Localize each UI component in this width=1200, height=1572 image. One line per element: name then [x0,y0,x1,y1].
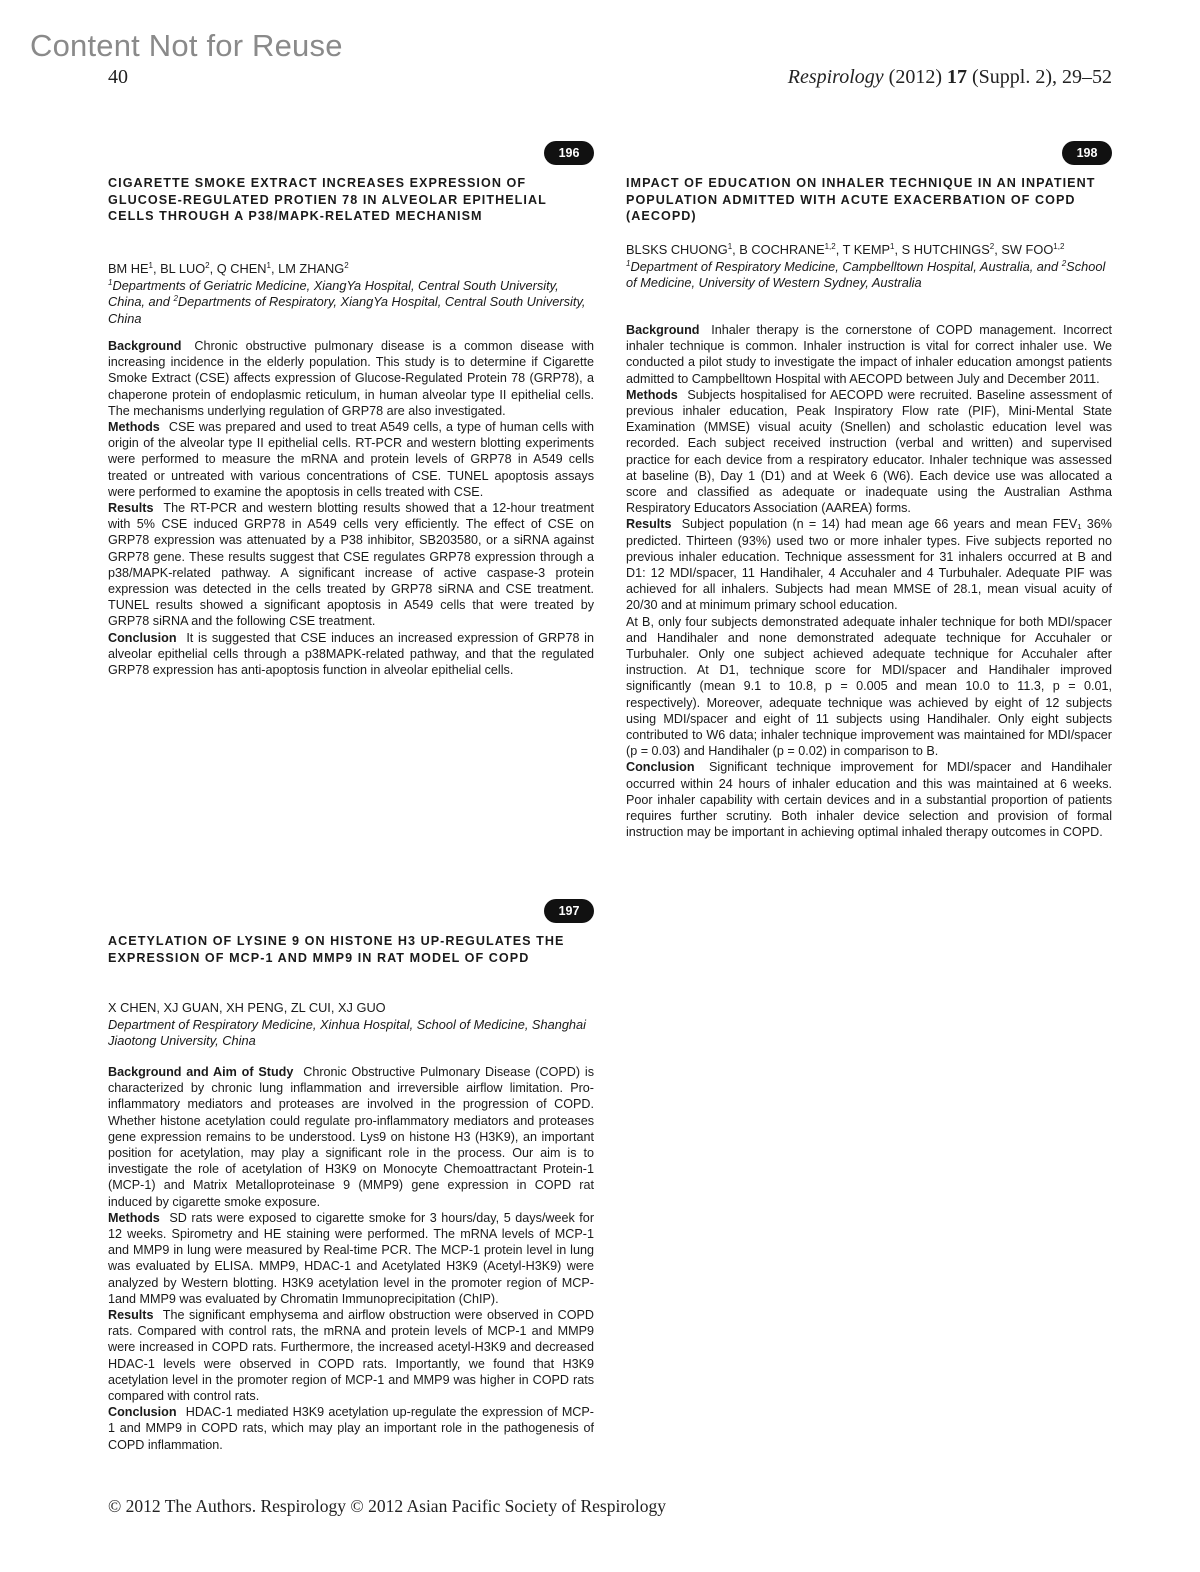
author-name: B COCHRANE [739,242,825,257]
section-text: Subject population (n = 14) had mean age 66 years and mean FEV₁ 36% predicted. Thirteen (93%) used two or more inhaler types. Five subjects reported no previous inhaler education. Technique assessment for 31 inhalers occurred at B and D1: 12 MDI/spacer, 11 Handihaler, 4 Accuhaler and 4 Turbuhaler. Adequate PIF was achieved for all inhalers. Subjects had mean MMSE of 28.1, mean visual acuity of 20/30 and at minimum primary school education. [626,517,1112,613]
abstract-section [108,338,594,419]
abstract-number-badge: 196 [544,141,594,165]
section-text: The significant emphysema and airflow obstruction were observed in COPD rats. Compared with control rats, the mRNA and protein levels of MCP-1 and MMP9 were increased in COPD rats. Furthermore, the increased acetyl-H3K9 and decreased HDAC-1 levels were observed in COPD rats. Importantly, we found that H3K9 acetylation level in the promoter region of MCP-1 and MMP9 was higher in COPD rats compared with control rats. [108,1308,594,1404]
abstract-section [108,500,594,630]
section-text: At B, only four subjects demonstrated adequate inhaler technique for both MDI/spacer and Handihaler and none demonstrated adequate technique for Accuhaler or Turbuhaler. Only one subject achieved adequate technique for Accuhaler after instruction. At D1, technique score for MDI/spacer and Handihaler improved significantly (mean 9.1 to 10.8, p = 0.005 and mean 10.0 to 11.3, p = 0.01, respectively). Moreover, adequate technique was achieved by eight of 12 subjects using MDI/spacer and eight of 11 subjects using Handihaler. Only eight subjects contributed to W6 data; inhaler technique improvement was maintained for MDI/spacer (p = 0.03) and Handihaler (p = 0.02) in comparison to B. [626,614,1112,759]
author-name: S HUTCHINGS [901,242,990,257]
author-list: X CHEN, XJ GUAN, XH PENG, ZL CUI, XJ GUO [108,1000,386,1015]
affiliation-text: Department of Respiratory Medicine, Campbelltown Hospital, Australia, and [630,258,1062,274]
author-name: X CHEN [108,1000,157,1015]
section-text: CSE was prepared and used to treat A549 cells, a type of human cells with origin of the alveolar type II epithelial cells. RT-PCR and western blotting experiments were performed to measure the mRNA and protein levels of GRP78 in A549 cells treated or untreated with various concentrations of CSE. TUNEL apoptosis assays were performed to examine the apoptosis in cells treated with CSE. [108,420,595,499]
section-text: Subjects hospitalised for AECOPD were recruited. Baseline assessment of previous inhaler education, Peak Inspiratory Flow rate (PIF), Mini-Mental State Examination (MMSE) visual acuity (Snellen) and scholastic education level was recorded. Each subject received instruction (verbal and written) and supervised practice for each device from a respiratory educator. Inhaler technique was assessed at baseline (B), Day 1 (D1) and at Week 6 (W6). Each device use was allocated a score and classified as adequate or inadequate using the Australian Asthma Respiratory Educators Association (AAREA) forms. [626,387,1113,516]
watermark: Content Not for Reuse [30,28,343,63]
author-superscript: 2 [989,242,995,251]
section-heading: Results [108,501,154,516]
abstract-title: CIGARETTE SMOKE EXTRACT INCREASES EXPRESSION OF GLUCOSE-REGULATED PROTIEN 78 IN ALVEOLAR EPITHELIAL CELLS THROUGH A P38/MAPK-RELATED MECHANISM [108,176,547,223]
section-text: Inhaler therapy is the cornerstone of COPD management. Incorrect inhaler technique is common. Inhaler instruction is vital for correct inhaler use. We conducted a pilot study to investigate the impact of inhaler education amongst patients admitted to Campbelltown Hospital with AECOPD between July and December 2011. [626,323,1112,386]
author-superscript: 2 [344,261,349,270]
abstract-body [108,1064,594,1453]
affiliations [108,1017,594,1050]
author-list: BLSKS CHUONG$^1$, B COCHRANE$^{1,2}$, T KEMP$^1$, S HUTCHINGS$^2$, SW FOO$^{1,2}$ [626,242,1065,257]
author-superscript: 1 [148,261,153,270]
abstract-number-badge: 198 [1062,141,1112,165]
section-text: It is suggested that CSE induces an increased expression of GRP78 in alveolar epithelial cells through a p38MAPK-related pathway, and that the regulated GRP78 expression has anti-apoptosis function in alveolar epithelial cells. [108,630,594,678]
affiliation-superscript: 1 [626,258,631,268]
affiliation-superscript: 2 [1061,258,1067,268]
abstract-title: IMPACT OF EDUCATION ON INHALER TECHNIQUE IN AN INPATIENT POPULATION ADMITTED WITH ACUTE EXACERBATION OF COPD (AECOPD) [626,176,1096,223]
abstract-section [626,614,1112,760]
author-name: BLSKS CHUONG [626,242,728,257]
running-head [788,66,1112,89]
author-name: XH PENG [226,1000,284,1015]
affiliations [626,259,1112,292]
author-superscript: 1 [890,242,895,251]
affiliation-text: Departments of Respiratory, XiangYa Hospital, Central South University, China [108,294,586,326]
section-heading: Methods [108,1210,160,1225]
abstract-section [108,1404,594,1453]
page-number: 40 [108,66,128,88]
author-name: XJ GUAN [163,1000,219,1015]
section-heading: Methods [108,420,160,435]
affiliation-superscript: 2 [173,294,178,303]
author-superscript: 1,2 [1053,242,1065,251]
journal-name: Respirology [787,66,884,88]
abstract-section [108,419,594,500]
abstract-section [626,516,1112,613]
author-name: T KEMP [842,242,891,257]
section-heading: Conclusion [108,1405,177,1420]
author-name: XJ GUO [338,1000,386,1015]
author-name: Q CHEN [216,261,267,276]
section-text: The RT-PCR and western blotting results showed that a 12-hour treatment with 5% CSE induced GRP78 in A549 cells very efficiently. The effect of CSE on GRP78 expression was attenuated by a P38 inhibitor, SB203580, or a siRNA against GRP78 gene. These results suggest that CSE regulates GRP78 expression through a p38/MAPK-related pathway. A significant increase of active caspase-3 protein expression was detected in the cells treated by GRP78 siRNA and CSE treatment. TUNEL results showed a significant apoptosis in A549 cells that were treated by GRP78 siRNA and the following CSE treatment. [108,501,594,629]
affiliation-superscript: 1 [108,277,113,287]
abstract-section [626,322,1112,387]
copyright-footer: © 2012 The Authors. Respirology © 2012 Asian Pacific Society of Respirology [108,1496,667,1516]
section-heading: Background and Aim of Study [108,1065,294,1079]
affiliation-text: School of Medicine, University of Western Sydney, Australia [626,258,1106,290]
author-list: BM $HE^1$, BL LUO$^2$, Q CHEN$^1$, LM ZHANG$^2$ [108,261,349,276]
journal-issue-pages: (Suppl. 2), 29–52 [972,66,1112,88]
abstract-number-badge: 197 [544,899,594,923]
affiliation-text: Department of Respiratory Medicine, Xinhua Hospital, School of Medicine, Shanghai Jiaotong University, China [108,1016,587,1048]
abstract-section [108,1210,594,1307]
section-text: Significant technique improvement for MDI/spacer and Handihaler occurred within 24 hours of inhaler education and this was maintained at 6 weeks. Poor inhaler capability with certain devices and in a substantial proportion of patients requires further scrutiny. Both inhaler device selection and provision of formal instruction may be important in achieving optimal inhaled therapy outcomes in COPD. [626,760,1112,840]
section-text: SD rats were exposed to cigarette smoke for 3 hours/day, 5 days/week for 12 weeks. Spirometry and HE staining were performed. The mRNA levels of MCP-1 and MMP9 in lung were measured by Real-time PCR. The MCP-1 protein level in lung was evaluated by ELISA. MMP9, HDAC-1 and Acetylated H3K9 (Acetyl-H3K9) were analyzed by Western blotting. H3K9 acetylation level in the promoter region of MCP-1and MMP9 was evaluated by Chromatin Immunoprecipitation (ChIP). [108,1210,595,1306]
section-heading: Background [108,339,182,353]
author-superscript: 2 [205,261,210,270]
section-heading: Results [108,1308,154,1323]
abstract-section [108,1307,594,1404]
abstract-section [626,387,1112,517]
abstract-body [626,322,1112,841]
abstract-section [626,759,1112,840]
author-name: SW FOO [1001,242,1054,257]
journal-year: (2012) [888,66,942,88]
affiliations [108,278,594,328]
section-heading: Conclusion [626,760,695,775]
abstract-section [108,630,594,679]
author-superscript: 1,2 [824,242,836,251]
author-name: BM HE [108,261,149,276]
section-heading: Methods [626,387,678,402]
section-text: HDAC-1 mediated H3K9 acetylation up-regulate the expression of MCP-1 and MMP9 in COPD rats, which may play an important role in the pathogenesis of COPD inflammation. [108,1405,594,1452]
journal-volume: 17 [947,66,967,88]
abstract-title: ACETYLATION OF LYSINE 9 ON HISTONE H3 UP-REGULATES THE EXPRESSION OF MCP-1 AND MMP9 IN RAT MODEL OF COPD [108,934,565,965]
section-heading: Results [626,517,672,532]
section-text: Chronic Obstructive Pulmonary Disease (COPD) is characterized by chronic lung inflammation and irreversible airflow limitation. Pro-inflammatory mediators and proteases are involved in the progression of COPD. Whether histone acetylation could regulate pro-inflammatory mediators and proteases gene expression remains to be understood. Lys9 on histone H3 (H3K9), an important position for acetylation, may play a significant role in the process. Our aim is to investigate the role of acetylation of H3K9 on Monocyte Chemoattractant Protein-1 (MCP-1) and Matrix Metalloproteinase 9 (MMP9) gene expression in COPD rat induced by cigarette smoke exposure. [108,1065,595,1209]
author-name: ZL CUI [290,1000,331,1015]
author-name: BL LUO [160,261,206,276]
author-superscript: 1 [727,242,733,251]
section-text: Chronic obstructive pulmonary disease is a common disease with increasing incidence in the elderly population. This study is to determine if Cigarette Smoke Extract (CSE) affects expression of Glucose-Regulated Protein 78 (GRP78), a chaperone protein of endoplasmic reticulum, in human alveolar type II epithelial cells. The mechanisms underlying regulation of GRP78 are also investigated. [108,339,595,418]
affiliation-text: Departments of Geriatric Medicine, XiangYa Hospital, Central South University, China, and [108,277,559,309]
abstract-section [108,1064,594,1210]
author-name: LM ZHANG [278,261,345,276]
section-heading: Conclusion [108,630,177,645]
author-superscript: 1 [266,261,271,270]
abstract-body [108,338,594,678]
section-heading: Background [626,323,700,337]
